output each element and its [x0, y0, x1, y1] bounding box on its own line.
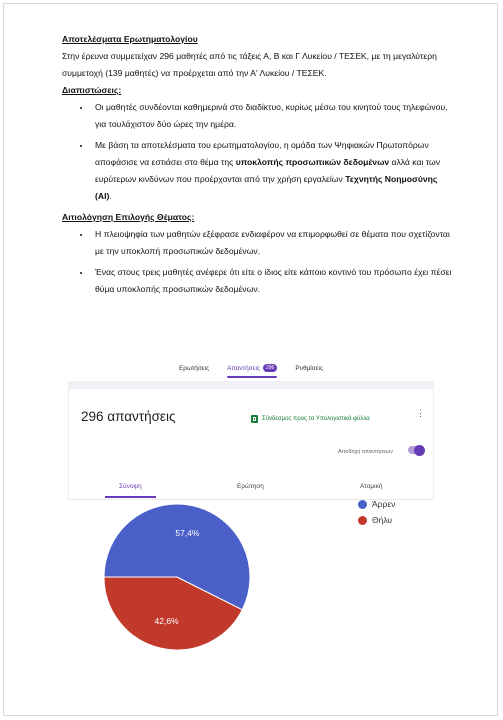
accept-responses-label: Αποδοχή απαντήσεων — [338, 449, 393, 455]
toggle-knob — [414, 445, 425, 456]
responses-card — [68, 381, 434, 477]
forms-screenshot — [68, 358, 434, 500]
finding-text: Με βάση τα αποτελέσματα του ερωτηματολογίου, η ομάδα των Ψηφιακών Πρωτοπόρων αποφάσισε να εστιάσει στο θέμα της — [95, 140, 429, 167]
more-vert-icon[interactable]: ⋮ — [416, 408, 425, 418]
tab-question[interactable]: Ερώτηση — [237, 483, 264, 490]
link-to-sheets-button[interactable] — [251, 415, 370, 423]
finding-bold: Τεχνητής Νοημοσύνης (AI) — [95, 174, 438, 201]
rationale-heading: Αιτιολόγηση Επιλογής Θέματος: — [62, 212, 195, 222]
tab-settings[interactable]: Ρυθμίσεις — [295, 364, 324, 372]
finding-item: • Οι μαθητές συνδέονται καθημερινά στο διαδίκτυο, κυρίως μέσω του κινητού τους τηλεφώνου, για τουλάχιστον δύο ώρες την ημέρα. — [91, 99, 452, 133]
tab-responses-label: Απαντήσεις — [227, 364, 260, 372]
findings-heading: Διαπιστώσεις: — [62, 85, 122, 95]
legend-label: Θήλυ — [372, 515, 393, 525]
pie-data-label: 42,6% — [154, 616, 179, 627]
findings-list — [62, 99, 452, 205]
gender-pie-chart — [90, 490, 420, 660]
tab-summary[interactable]: Σύνοψη — [119, 483, 142, 490]
link-to-sheets-label: Σύνδεσμος προς τα Υπολογιστικά φύλλα — [262, 416, 370, 422]
sheets-icon — [251, 415, 258, 423]
finding-bold: υποκλοπής προσωπικών δεδομένων — [235, 157, 390, 167]
tab-individual[interactable]: Ατομική — [360, 483, 383, 490]
legend-item-male — [358, 499, 395, 509]
legend-swatch — [358, 500, 367, 509]
form-tabs — [68, 358, 434, 378]
doc-title: Αποτελέσματα Ερωτηματολογίου — [62, 34, 198, 44]
intro-paragraph: Στην έρευνα συμμετείχαν 296 μαθητές από τις τάξεις Α, Β και Γ Λυκείου / ΤΕΣΕΚ, με τη μεγαλύτερη συμμετοχή (139 μαθητές) να προέρχεται από την Α' Λυκείου / ΤΕΣΕΚ. — [62, 51, 437, 78]
tab-responses[interactable] — [227, 364, 277, 372]
finding-text: αλλά και των ευρύτερων κινδύνων που προέρχονται από την χρήση εργαλείων — [95, 157, 441, 184]
responses-title: 296 απαντήσεις — [81, 409, 176, 424]
document-body — [62, 31, 452, 302]
legend-item-female — [358, 515, 392, 525]
finding-text: . — [109, 191, 112, 201]
responses-count-badge: 296 — [263, 364, 277, 372]
legend-swatch — [358, 516, 367, 525]
finding-item — [91, 137, 452, 205]
legend-label: Άρρεν — [372, 499, 396, 509]
rationale-list — [62, 226, 452, 298]
rationale-item: • Η πλειοψηφία των μαθητών εξέφρασε ενδιαφέρον να επιμορφωθεί σε θέματα που σχετίζονται με την υποκλοπή προσωπικών δεδομένων. — [91, 226, 452, 260]
accept-responses-toggle[interactable] — [408, 446, 424, 454]
tab-questions[interactable]: Ερωτήσεις — [178, 364, 210, 372]
rationale-item: • Ένας στους τρεις μαθητές ανέφερε ότι είτε ο ίδιος είτε κάποιο κοντινό του πρόσωπο έχει πέσει θύμα υποκλοπής προσωπικών δεδομένων. — [91, 264, 452, 298]
pie-data-label: 57,4% — [175, 527, 200, 538]
